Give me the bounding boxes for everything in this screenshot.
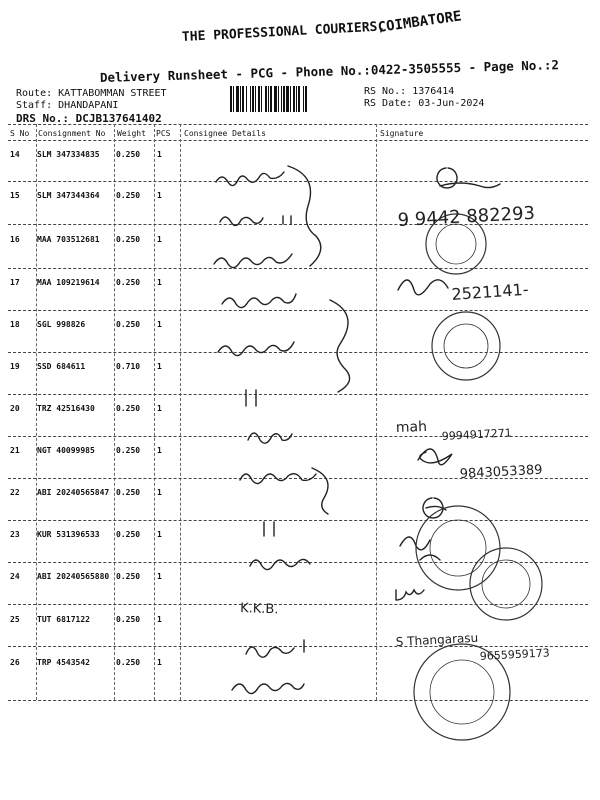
handwritten-phone: 9994917271 (441, 426, 513, 443)
handwritten-consignee (214, 254, 292, 268)
row-sno: 19 (10, 362, 20, 371)
handwritten-phone: 9 9442 882293 (397, 202, 536, 231)
row-sno: 23 (10, 530, 20, 539)
signature-mark (418, 449, 452, 465)
row-pcs: 1 (157, 404, 162, 413)
row-sno: 21 (10, 446, 20, 455)
company-city: COIMBATORE (376, 8, 463, 36)
row-consignment: SGL 998826 (37, 320, 86, 329)
company-stamp (416, 506, 500, 590)
handwritten-name: mah (395, 418, 428, 436)
row-pcs: 1 (157, 320, 162, 329)
handwritten-phone: 9843053389 (459, 462, 543, 482)
runsheet-title: Delivery Runsheet - PCG - Phone No.:0422-3505555 - Page No.:2 (99, 57, 560, 85)
row-pcs: 1 (157, 658, 162, 667)
row-weight: 0.250 (116, 488, 141, 497)
signature-mark (400, 537, 440, 560)
row-weight: 0.250 (116, 235, 141, 244)
row-weight: 0.250 (116, 320, 141, 329)
handwritten-bracket (330, 300, 350, 392)
company-name: THE PROFESSIONAL COURIERS, (181, 19, 386, 45)
staff-value: DHANDAPANI (58, 100, 119, 111)
row-consignment: MAA 109219614 (37, 278, 100, 287)
handwritten-consignee (220, 216, 291, 226)
row-consignment: MAA 703512681 (37, 235, 100, 244)
route-label: Route: (16, 88, 53, 99)
handwritten-phone: 9655959173 (479, 646, 551, 663)
company-stamp (470, 548, 542, 620)
row-weight: 0.250 (116, 615, 141, 624)
row-sno: 26 (10, 658, 20, 667)
row-weight: 0.250 (116, 150, 141, 159)
col-header-weight: Weight (117, 129, 146, 138)
signature-mark (398, 280, 448, 295)
row-consignment: KUR 531396533 (37, 530, 100, 539)
row-weight: 0.710 (116, 362, 141, 371)
row-consignment: SLM 347344364 (37, 191, 100, 200)
row-consignment: ABI 20240565847 (37, 488, 110, 497)
row-pcs: 1 (157, 150, 162, 159)
rs-date-value: 03-Jun-2024 (418, 98, 485, 109)
row-consignment: TRP 4543542 (37, 658, 90, 667)
handwritten-number: 2521141- (450, 279, 530, 304)
col-header-signature: Signature (380, 129, 424, 138)
handwritten-consignee (232, 683, 304, 693)
rs-date-label: RS Date: (364, 98, 413, 109)
row-pcs: 1 (157, 191, 162, 200)
row-pcs: 1 (157, 615, 162, 624)
row-pcs: 1 (157, 488, 162, 497)
handwritten-initials: K.K.B. (239, 601, 279, 618)
row-pcs: 1 (157, 362, 162, 371)
row-pcs: 1 (157, 278, 162, 287)
row-sno: 20 (10, 404, 20, 413)
handwritten-ditto (246, 390, 256, 406)
row-consignment: TUT 6817122 (37, 615, 90, 624)
row-pcs: 1 (157, 235, 162, 244)
row-pcs: 1 (157, 530, 162, 539)
row-sno: 24 (10, 572, 20, 581)
row-sno: 15 (10, 191, 20, 200)
row-consignment: TRZ 42516430 (37, 404, 95, 413)
row-weight: 0.250 (116, 191, 141, 200)
staff-label: Staff: (16, 100, 53, 111)
handwritten-consignee (240, 474, 316, 484)
row-sno: 22 (10, 488, 20, 497)
row-consignment: ABI 20240565880 (37, 572, 110, 581)
row-weight: 0.250 (116, 446, 141, 455)
row-weight: 0.250 (116, 530, 141, 539)
rs-no-value: 1376414 (412, 86, 455, 97)
handwritten-consignee (250, 559, 310, 569)
rs-no-label: RS No.: (364, 86, 407, 97)
row-sno: 18 (10, 320, 20, 329)
handwritten-consignee (218, 342, 294, 356)
row-weight: 0.250 (116, 404, 141, 413)
handwritten-consignee (216, 172, 284, 186)
route-value: KATTABOMMAN STREET (58, 88, 167, 99)
handwritten-consignee (246, 640, 304, 657)
handwritten-bracket (288, 166, 321, 266)
signature-mark (437, 168, 500, 188)
handwritten-name: S Thangarasu (395, 630, 479, 649)
handwritten-consignee (248, 433, 292, 443)
col-header-consignee: Consignee Details (184, 129, 266, 138)
signature-mark (423, 498, 446, 518)
col-header-consignment: Consignment No (38, 129, 106, 138)
handwritten-ditto (264, 522, 274, 536)
company-stamp (432, 312, 500, 380)
row-sno: 14 (10, 150, 20, 159)
row-sno: 17 (10, 278, 20, 287)
row-weight: 0.250 (116, 278, 141, 287)
row-consignment: SSD 684611 (37, 362, 86, 371)
col-header-pcs: PCS (156, 129, 171, 138)
drs-label: DRS No.: (16, 112, 69, 125)
row-consignment: NGT 40099985 (37, 446, 95, 455)
handwritten-consignee (222, 294, 296, 308)
row-weight: 0.250 (116, 658, 141, 667)
row-sno: 16 (10, 235, 20, 244)
row-weight: 0.250 (116, 572, 141, 581)
row-consignment: SLM 347334835 (37, 150, 100, 159)
row-pcs: 1 (157, 446, 162, 455)
drs-value: DCJB137641402 (75, 112, 162, 125)
row-sno: 25 (10, 615, 20, 624)
row-pcs: 1 (157, 572, 162, 581)
signature-mark (396, 590, 424, 600)
col-header-sno: S No (10, 129, 30, 138)
